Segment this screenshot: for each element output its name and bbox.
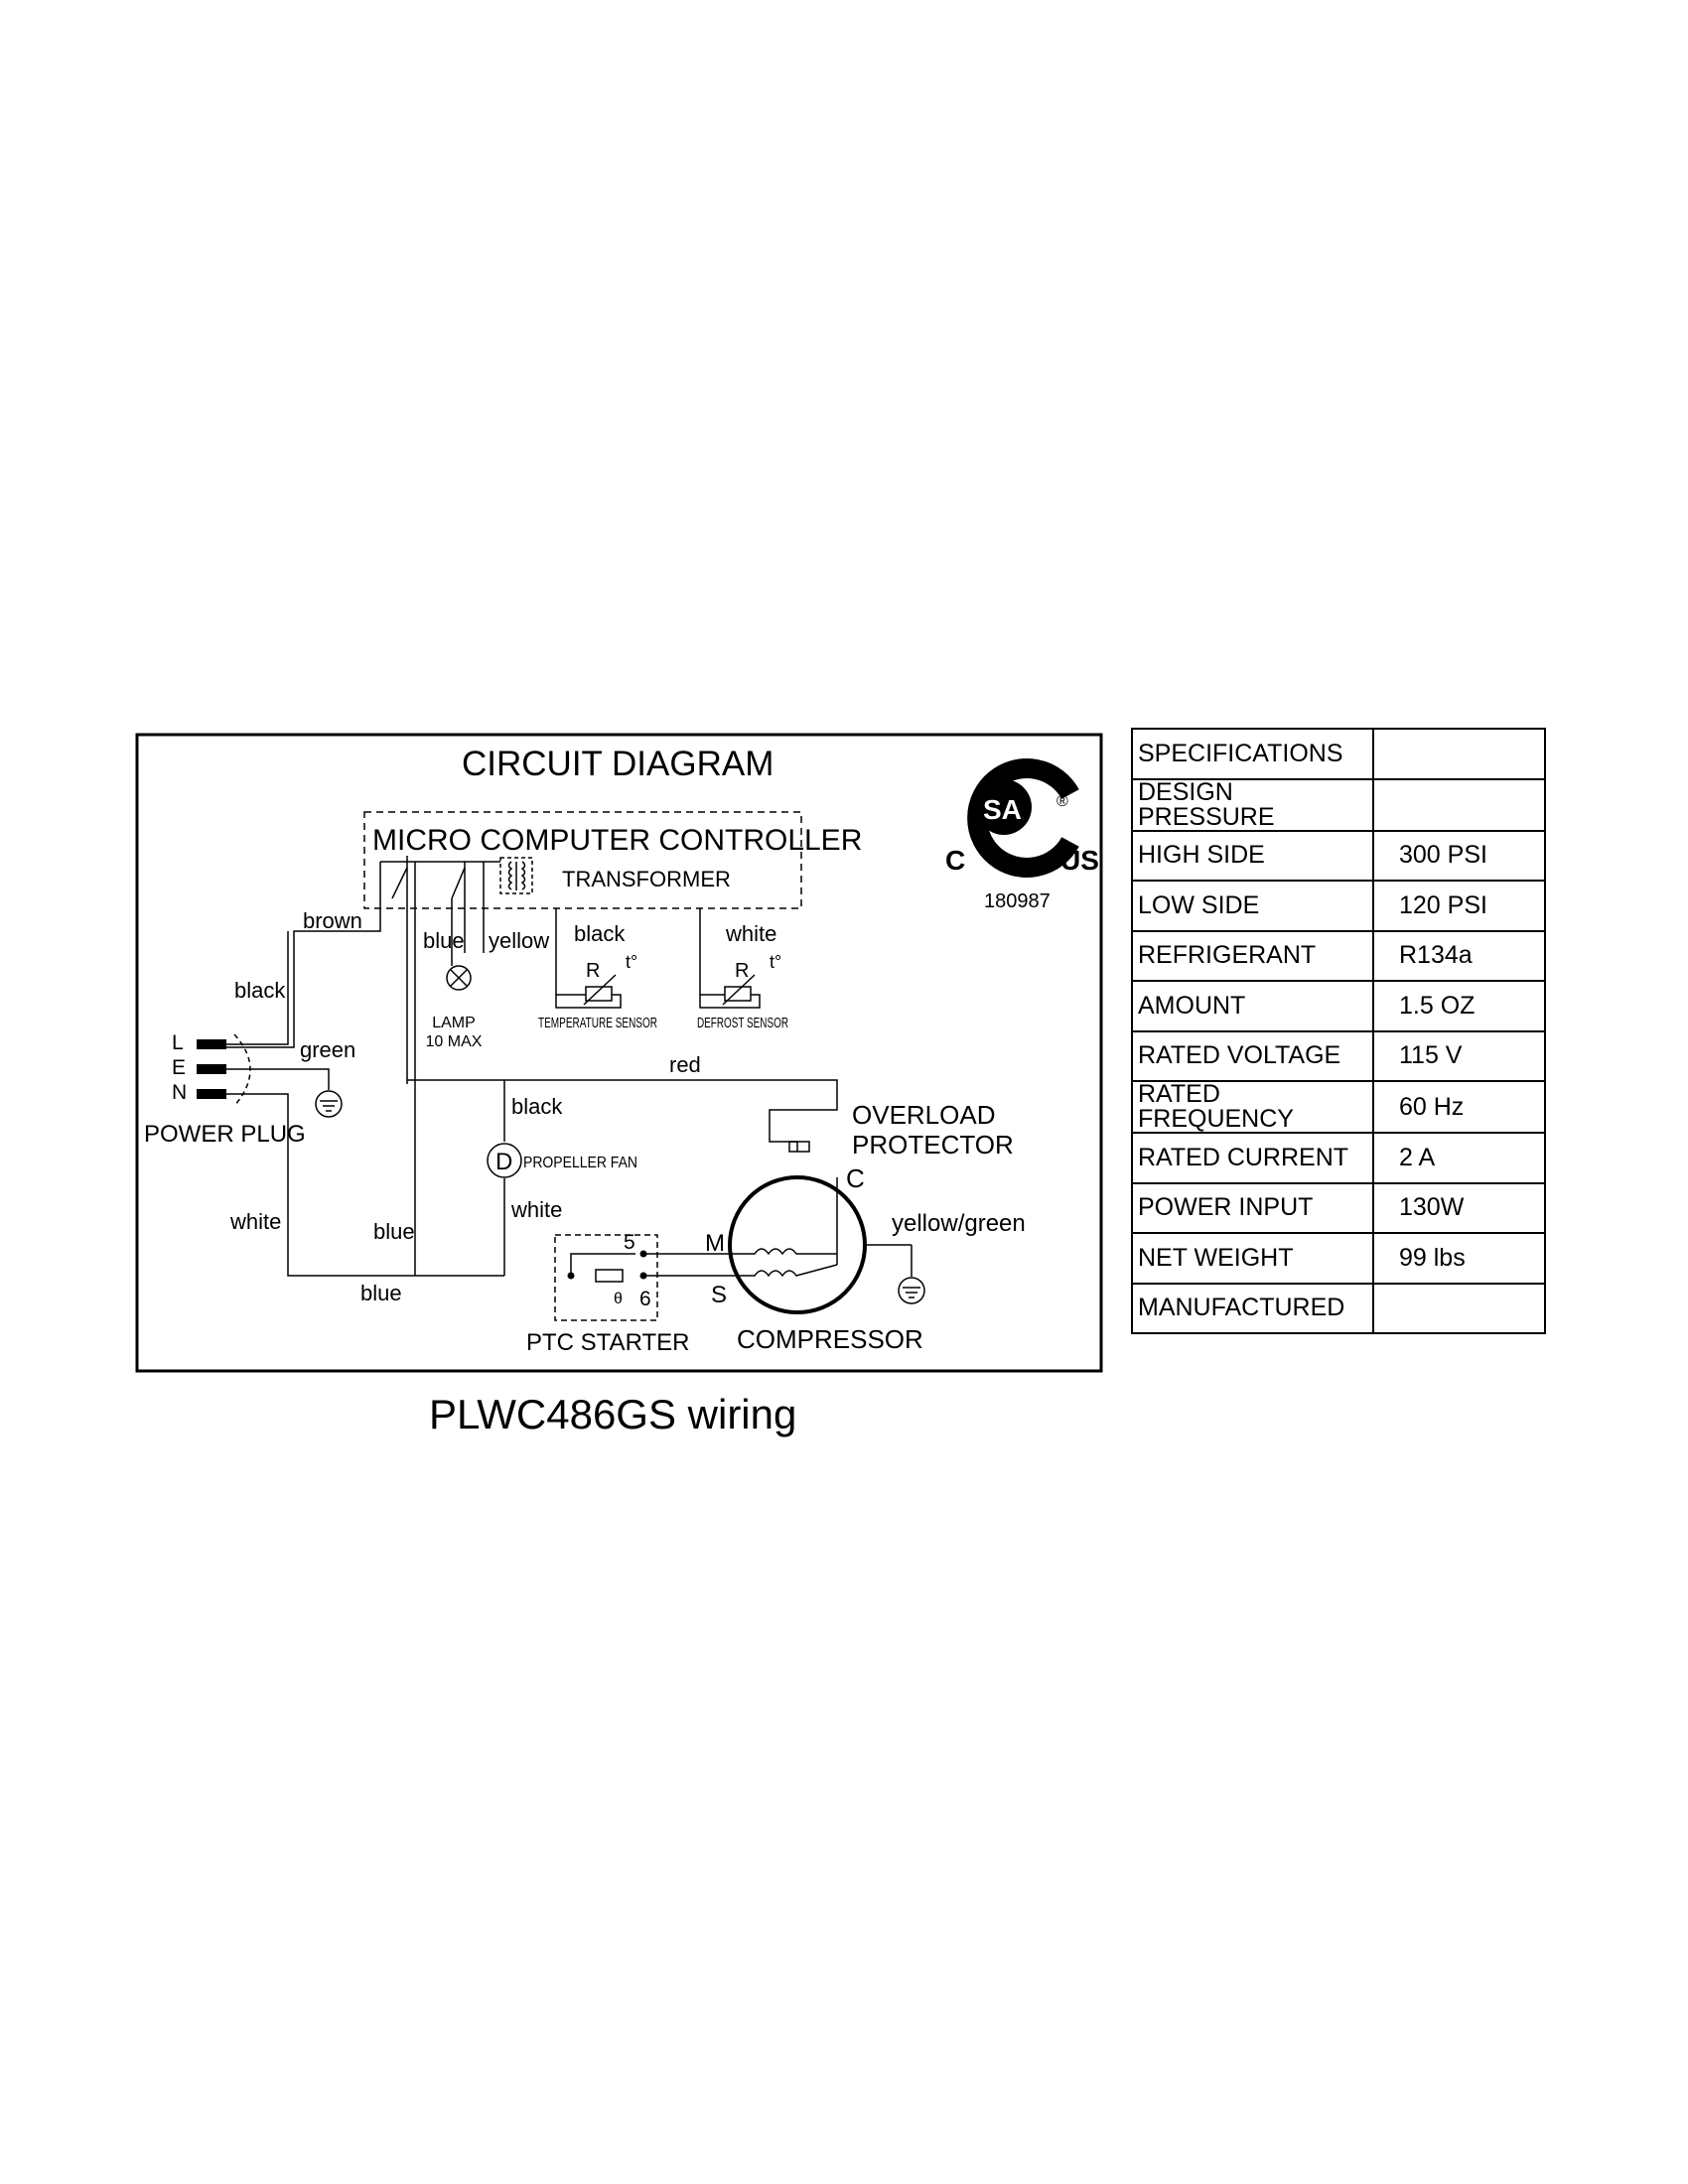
plug-housing <box>234 1034 250 1106</box>
overload-heater <box>789 1142 809 1152</box>
wire-label-white-plug: white <box>230 1209 282 1234</box>
wire-label-green: green <box>300 1037 356 1062</box>
spec-label: HIGH SIDE <box>1132 831 1373 882</box>
plug-pin-n-label: N <box>172 1081 188 1104</box>
wire-label-black-plug: black <box>234 978 286 1003</box>
compressor-s-label: S <box>711 1282 728 1308</box>
ptc-theta: θ <box>614 1291 623 1307</box>
defrost-sensor-r: R <box>735 960 750 982</box>
wire-label-brown: brown <box>303 908 362 933</box>
compressor-label: COMPRESSOR <box>737 1324 923 1354</box>
spec-label: REFRIGERANT <box>1132 931 1373 982</box>
ptc-starter-label: PTC STARTER <box>526 1329 690 1356</box>
spec-label: AMOUNT <box>1132 981 1373 1031</box>
spec-label: RATED CURRENT <box>1132 1133 1373 1183</box>
wire-label-lamp-blue: blue <box>423 928 465 953</box>
spec-value: 120 PSI <box>1373 881 1545 931</box>
spec-label: SPECIFICATIONS <box>1132 729 1373 779</box>
temp-sensor-t: t° <box>626 952 638 972</box>
spec-label: NET WEIGHT <box>1132 1233 1373 1284</box>
transformer-label: TRANSFORMER <box>562 867 731 891</box>
propeller-fan-label: PROPELLER FAN <box>523 1155 637 1171</box>
spec-value: 300 PSI <box>1373 831 1545 882</box>
spec-value <box>1373 779 1545 831</box>
diagram-title: CIRCUIT DIAGRAM <box>462 745 774 783</box>
wire-label-yellow-green: yellow/green <box>892 1210 1026 1237</box>
ptc-thermistor <box>596 1270 623 1282</box>
relay-switch-2 <box>452 868 465 898</box>
defrost-sensor-t: t° <box>770 952 782 972</box>
relay-switch-1 <box>392 868 407 898</box>
spec-row <box>1132 779 1545 831</box>
defrost-sensor-wires <box>700 908 725 995</box>
ptc-left-dot <box>568 1273 575 1280</box>
plug-pin-e <box>197 1064 226 1074</box>
spec-value: 60 Hz <box>1373 1081 1545 1133</box>
spec-value: 99 lbs <box>1373 1233 1545 1284</box>
spec-label: POWER INPUT <box>1132 1183 1373 1234</box>
wire-label-red: red <box>669 1052 701 1077</box>
spec-label: RATED FREQUENCY <box>1132 1081 1373 1133</box>
wire-label-temp-black: black <box>574 921 626 946</box>
ptc-pin6-label: 6 <box>639 1288 651 1310</box>
spec-row <box>1132 1081 1545 1133</box>
spec-label: MANUFACTURED <box>1132 1284 1373 1334</box>
spec-label: LOW SIDE <box>1132 881 1373 931</box>
specifications-table <box>1131 728 1546 1334</box>
spec-row <box>1132 1031 1545 1082</box>
csa-c-label: C <box>945 845 966 876</box>
spec-row <box>1132 981 1545 1031</box>
transformer-coil-right <box>522 862 525 889</box>
ground-left-circle <box>316 1091 342 1117</box>
spec-row <box>1132 1233 1545 1284</box>
controller-label: MICRO COMPUTER CONTROLLER <box>372 824 863 857</box>
wire-label-lamp-yellow: yellow <box>489 928 550 953</box>
spec-row <box>1132 1183 1545 1234</box>
spec-row <box>1132 831 1545 882</box>
spec-label: RATED VOLTAGE <box>1132 1031 1373 1082</box>
spec-label: DESIGN PRESSURE <box>1132 779 1373 831</box>
spec-row <box>1132 881 1545 931</box>
csa-cert-number: 180987 <box>984 890 1051 912</box>
ptc-pin5-label: 5 <box>624 1231 635 1254</box>
overload-protector-symbol <box>770 1102 837 1152</box>
spec-row <box>1132 931 1545 982</box>
spec-value: 1.5 OZ <box>1373 981 1545 1031</box>
compressor-symbol <box>730 1177 865 1312</box>
compressor-winding-main <box>733 1249 837 1254</box>
transformer-coil-left <box>509 862 512 889</box>
plug-pin-n <box>197 1089 226 1099</box>
temp-sensor-label: TEMPERATURE SENSOR <box>538 1015 658 1031</box>
ptc-inner-wires <box>571 1254 635 1276</box>
csa-logo <box>945 768 1099 912</box>
wire-label-fan-white: white <box>511 1197 563 1222</box>
power-plug-label: POWER PLUG <box>144 1121 306 1148</box>
overload-label-1: OVERLOAD <box>852 1100 996 1130</box>
spec-value: 115 V <box>1373 1031 1545 1082</box>
wire-label-blue-vertical: blue <box>373 1219 415 1244</box>
compressor-c-label: C <box>846 1163 865 1193</box>
wire-brown <box>199 928 380 1047</box>
compressor-m-label: M <box>705 1230 725 1257</box>
propeller-fan-d: D <box>495 1149 513 1175</box>
spec-value <box>1373 1284 1545 1334</box>
model-wiring-caption: PLWC486GS wiring <box>429 1391 797 1437</box>
wire-label-fan-black: black <box>511 1094 563 1119</box>
defrost-sensor-label: DEFROST SENSOR <box>697 1015 789 1031</box>
spec-value <box>1373 729 1545 779</box>
csa-registered-mark: ® <box>1056 793 1068 810</box>
compressor-winding-start <box>733 1265 837 1276</box>
spec-value: 2 A <box>1373 1133 1545 1183</box>
spec-value: R134a <box>1373 931 1545 982</box>
spec-value: 130W <box>1373 1183 1545 1234</box>
overload-label-2: PROTECTOR <box>852 1130 1014 1160</box>
csa-letters: SA <box>983 794 1022 825</box>
spec-row <box>1132 729 1545 779</box>
wire-red <box>407 1080 837 1102</box>
lamp-label-2: 10 MAX <box>425 1033 483 1050</box>
lamp-label-1: LAMP <box>432 1015 476 1031</box>
plug-pin-l <box>197 1039 226 1049</box>
csa-us-label: US <box>1060 845 1099 876</box>
plug-pin-l-label: L <box>172 1031 184 1054</box>
wire-plug-e-green <box>226 1069 329 1090</box>
temp-sensor-r: R <box>586 960 601 982</box>
spec-row <box>1132 1284 1545 1334</box>
wire-label-defrost-white: white <box>726 921 777 946</box>
wire-label-blue-bottom: blue <box>360 1281 402 1305</box>
spec-row <box>1132 1133 1545 1183</box>
plug-pin-e-label: E <box>172 1056 187 1079</box>
ground-right-circle <box>899 1278 924 1303</box>
power-plug <box>144 1031 306 1148</box>
